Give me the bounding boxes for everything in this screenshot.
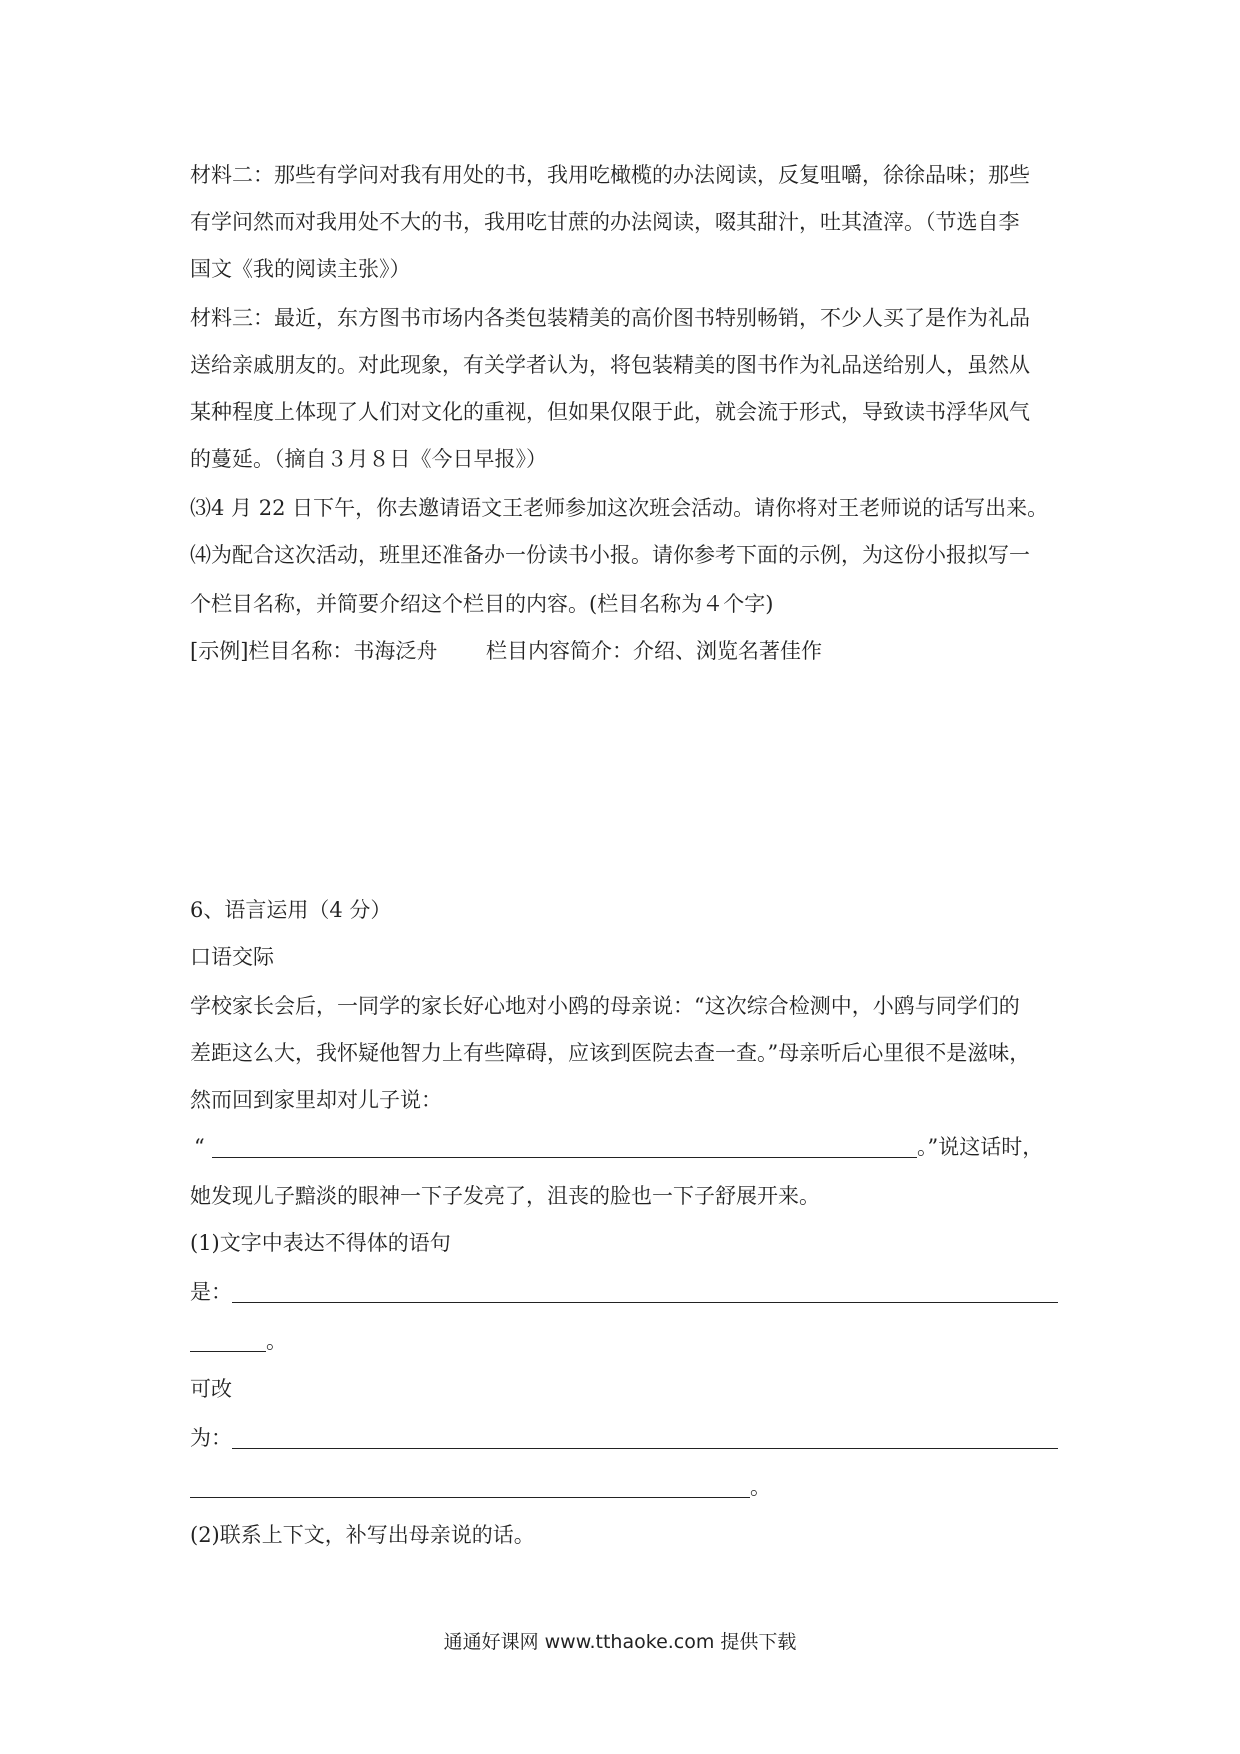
material-two-line-3: 国文《我的阅读主张》）: [190, 257, 411, 281]
period-1: 。: [266, 1329, 287, 1353]
section-6-subtitle: 口语交际: [190, 945, 274, 969]
dialogue-paragraph-line-5: 她发现儿子黯淡的眼神一下子发亮了，沮丧的脸也一下子舒展开来。: [190, 1184, 820, 1208]
page-footer: 通通好课网 www.tthaoke.com 提供下载: [443, 1631, 797, 1653]
period-2: 。: [750, 1475, 771, 1499]
revised-sentence-blank-continued[interactable]: [190, 1497, 750, 1498]
material-two-line-2: 有学问然而对我用处不大的书，我用吃甘蔗的办法阅读，啜其甜汁，吐其渣滓。（节选自李: [190, 210, 1020, 234]
column-example: [示例]栏目名称：书海泛舟 栏目内容简介：介绍、浏览名著佳作: [190, 639, 823, 663]
question-6-1-label: (1)文字中表达不得体的语句: [190, 1231, 451, 1255]
question-6-2-label: (2)联系上下文，补写出母亲说的话。: [190, 1523, 535, 1547]
dialogue-paragraph-line-3: 然而回到家里却对儿子说：: [190, 1088, 442, 1112]
change-to-label: 为：: [190, 1426, 232, 1450]
material-three-line-2: 送给亲戚朋友的。对此现象，有关学者认为，将包装精美的图书作为礼品送给别人，虽然从: [190, 353, 1030, 377]
improper-sentence-blank[interactable]: [232, 1302, 1058, 1303]
question-3: ⑶4 月 22 日下午，你去邀请语文王老师参加这次班会活动。请你将对王老师说的话写出来。: [190, 496, 1049, 520]
material-three-line-1: 材料三：最近，东方图书市场内各类包装精美的高价图书特别畅销，不少人买了是作为礼品: [190, 306, 1030, 330]
material-three-line-3: 某种程度上体现了人们对文化的重视，但如果仅限于此，就会流于形式，导致读书浮华风气: [190, 400, 1030, 424]
material-three-line-4: 的蔓延。（摘自３月８日《今日早报》）: [190, 447, 547, 471]
mother-words-blank[interactable]: [212, 1157, 917, 1158]
material-two-line-1: 材料二：那些有学问对我有用处的书，我用吃橄榄的办法阅读，反复咀嚼，徐徐品味；那些: [190, 163, 1030, 187]
section-6-title: 6、语言运用（4 分）: [190, 898, 392, 922]
answer-is-label: 是：: [190, 1280, 232, 1304]
revised-sentence-blank[interactable]: [232, 1448, 1058, 1449]
dialogue-paragraph-line-1: 学校家长会后，一同学的家长好心地对小鸥的母亲说：“这次综合检测中，小鸥与同学们的: [190, 994, 1020, 1018]
can-change-label: 可改: [190, 1377, 232, 1401]
open-quote: “: [194, 1135, 205, 1159]
question-4-line-1: ⑷为配合这次活动，班里还准备办一份读书小报。请你参考下面的示例，为这份小报拟写一: [190, 543, 1030, 567]
close-quote-text: 。”说这话时，: [917, 1135, 1044, 1159]
improper-sentence-blank-continued[interactable]: [190, 1351, 266, 1352]
question-4-line-2: 个栏目名称，并简要介绍这个栏目的内容。(栏目名称为４个字): [190, 592, 774, 616]
dialogue-paragraph-line-2: 差距这么大，我怀疑他智力上有些障碍，应该到医院去查一查。”母亲听后心里很不是滋味，: [190, 1041, 1031, 1065]
